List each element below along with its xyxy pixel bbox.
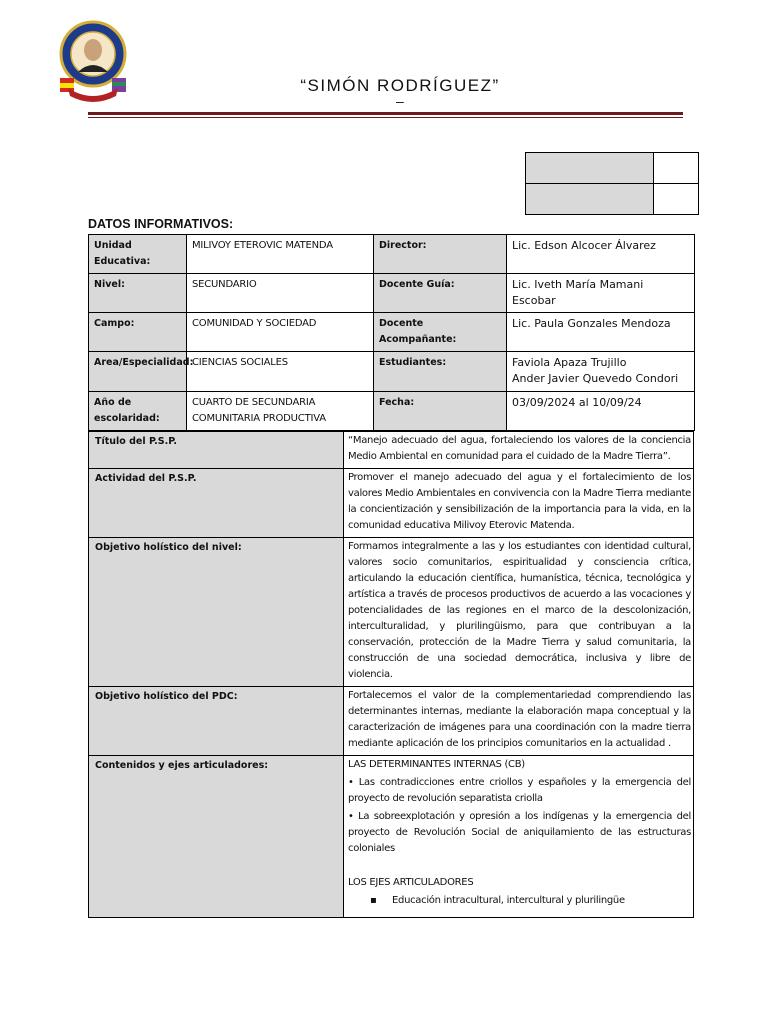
table-row <box>89 432 694 469</box>
header-divider-thin <box>88 117 683 118</box>
table-row <box>89 313 695 352</box>
contenidos-heading: LAS DETERMINANTES INTERNAS (CB) <box>348 759 525 770</box>
psp-table <box>88 431 694 918</box>
campo-value: COMUNIDAD Y SOCIEDAD <box>187 313 374 352</box>
unidad-value: MILIVOY ETEROVIC MATENDA <box>187 235 374 274</box>
docente-guia-value: Lic. Iveth María Mamani Escobar <box>507 274 695 313</box>
area-value: CIENCIAS SOCIALES <box>187 352 374 392</box>
docente-acomp-label: Docente Acompañante: <box>374 313 507 352</box>
titulo-psp-label: Título del P.S.P. <box>89 432 344 469</box>
table-row <box>89 352 695 392</box>
actividad-psp-label: Actividad del P.S.P. <box>89 469 344 538</box>
estudiantes-value <box>507 352 695 392</box>
nivel-value: SECUNDARIO <box>187 274 374 313</box>
contenidos-label: Contenidos y ejes articuladores: <box>89 756 344 918</box>
anio-label: Año de escolaridad: <box>89 392 187 431</box>
blank-cell <box>654 153 699 184</box>
ejes-item: ▪ Educación intracultural, intercultural y plurilingüe <box>348 893 691 909</box>
fecha-value: 03/09/2024 al 10/09/24 <box>507 392 695 431</box>
unidad-label: Unidad Educativa: <box>89 235 187 274</box>
ejes-heading: LOS EJES ARTICULADORES <box>348 877 474 888</box>
director-label: Director: <box>374 235 507 274</box>
campo-label: Campo: <box>89 313 187 352</box>
actividad-psp-text: Promover el manejo adecuado del agua y el fortalecimiento de los valores Medio Ambientales en convivencia con la Madre Tierra mediante la concientización y sensibilización de la importancia para la vida, en la comunidad educativa Milivoy Eterovic Matenda. <box>344 469 694 538</box>
contenidos-text <box>344 756 694 918</box>
contenidos-item: • Las contradicciones entre criollos y españoles y la emergencia del proyecto de revolución separatista criolla <box>348 777 691 804</box>
blank-cell <box>526 184 654 215</box>
obj-pdc-text: Fortalecemos el valor de la complementariedad comprendiendo las determinantes internas, mediante la elaboración mapa conceptual y la caracterización de imágenes para una coordinación con la madre tierra mediante aplicación de los principios comunitarios en la actualidad . <box>344 687 694 756</box>
title-dash: – <box>396 93 404 109</box>
obj-pdc-label: Objetivo holístico del PDC: <box>89 687 344 756</box>
table-row <box>89 469 694 538</box>
director-value: Lic. Edson Alcocer Álvarez <box>507 235 695 274</box>
nivel-label: Nivel: <box>89 274 187 313</box>
student-name: Faviola Apaza Trujillo <box>512 356 627 369</box>
table-row <box>89 392 695 431</box>
table-row <box>89 687 694 756</box>
info-table <box>88 234 695 431</box>
header-divider <box>88 112 683 115</box>
contenidos-item: • La sobreexplotación y opresión a los indígenas y la emergencia del proyecto de Revolución Social de aniquilamiento de las estructuras coloniales <box>348 811 691 854</box>
institution-title: “SIMÓN RODRÍGUEZ” <box>300 76 500 95</box>
blank-grid-table <box>525 152 699 215</box>
fecha-label: Fecha: <box>374 392 507 431</box>
area-label: Area/Especialidad: <box>89 352 187 392</box>
blank-cell <box>526 153 654 184</box>
docente-guia-label: Docente Guía: <box>374 274 507 313</box>
table-row <box>89 756 694 918</box>
datos-informativos-heading: DATOS INFORMATIVOS: <box>88 217 234 231</box>
table-row <box>89 538 694 687</box>
titulo-psp-text: “Manejo adecuado del agua, fortaleciendo los valores de la conciencia Medio Ambiental en comunidad para el cuidado de la Madre Tierra”. <box>344 432 694 469</box>
estudiantes-label: Estudiantes: <box>374 352 507 392</box>
docente-acomp-value: Lic. Paula Gonzales Mendoza <box>507 313 695 352</box>
university-seal-logo <box>58 18 128 104</box>
obj-nivel-text: Formamos integralmente a las y los estudiantes con identidad cultural, valores socio comunitarios, espiritualidad y consciencia crítica, articulando la educación científica, humanística, técnica, tecnológica y artística a través de procesos productivos de acuerdo a las vocaciones y potencialidades de las regiones en el marco de la descolonización, interculturalidad, y plurilingüismo, para que contribuyan a la conservación, protección de la Madre Tierra y salud comunitaria, la construcción de una sociedad democrática, inclusiva y libre de violencia. <box>344 538 694 687</box>
table-row <box>89 274 695 313</box>
student-name: Ander Javier Quevedo Condori <box>512 372 679 385</box>
table-row <box>89 235 695 274</box>
blank-cell <box>654 184 699 215</box>
obj-nivel-label: Objetivo holístico del nivel: <box>89 538 344 687</box>
anio-value: CUARTO DE SECUNDARIA COMUNITARIA PRODUCTIVA <box>187 392 374 431</box>
